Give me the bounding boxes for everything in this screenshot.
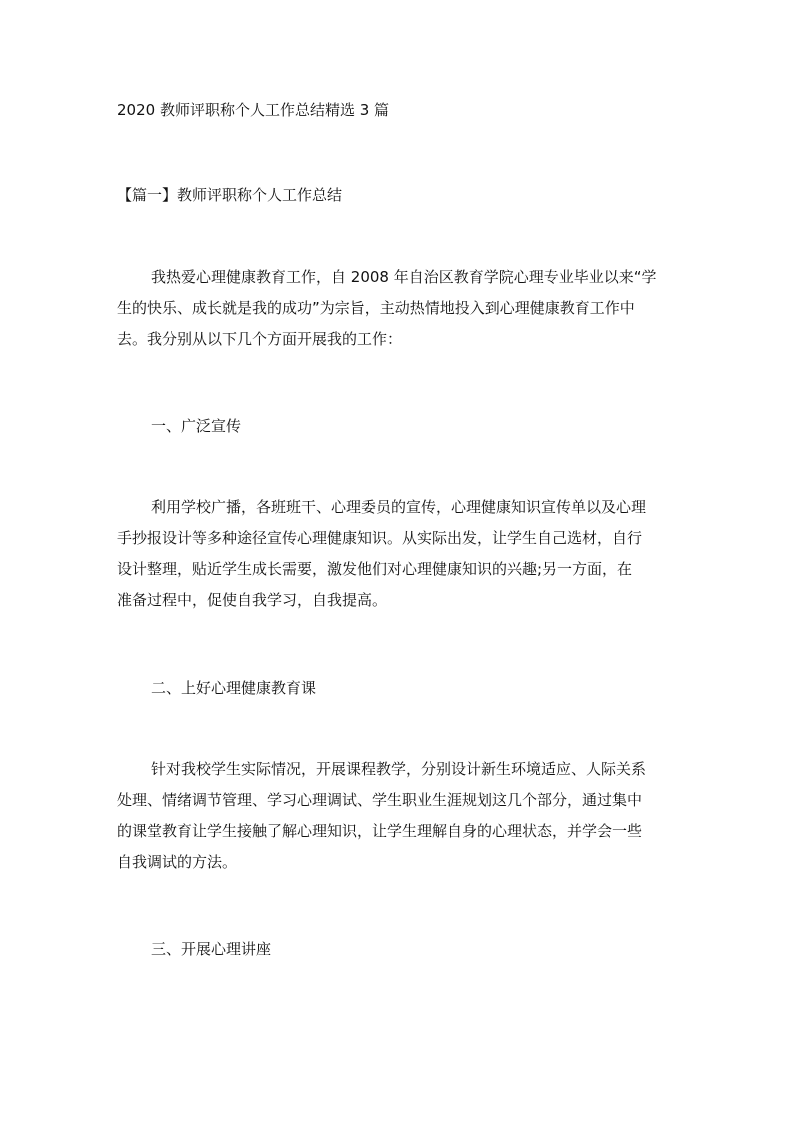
paragraph-line: 利用学校广播，各班班干、心理委员的宣传，心理健康知识宣传单以及心理 xyxy=(151,498,647,516)
section-heading-3: 三、开展心理讲座 xyxy=(151,940,272,958)
paragraph-line: 处理、情绪调节管理、学习心理调试、学生职业生涯规划这几个部分，通过集中 xyxy=(117,791,643,809)
paragraph-line: 准备过程中，促使自我学习，自我提高。 xyxy=(117,591,388,609)
section-heading-1: 一、广泛宣传 xyxy=(151,417,242,435)
intro-paragraph xyxy=(117,262,677,355)
paragraph-line: 去。我分别从以下几个方面开展我的工作： xyxy=(117,330,403,348)
section-heading-2: 二、上好心理健康教育课 xyxy=(151,679,317,697)
paragraph-line: 的课堂教育让学生接触了解心理知识，让学生理解自身的心理状态，并学会一些 xyxy=(117,822,643,840)
section-paragraph-2 xyxy=(117,754,677,878)
paragraph-line: 生的快乐、成长就是我的成功”为宗旨，主动热情地投入到心理健康教育工作中 xyxy=(117,299,635,317)
document-title: 2020 教师评职称个人工作总结精选 3 篇 xyxy=(117,101,390,119)
paragraph-line: 手抄报设计等多种途径宣传心理健康知识。从实际出发，让学生自己选材，自行 xyxy=(117,529,643,547)
paragraph-line: 针对我校学生实际情况，开展课程教学，分别设计新生环境适应、人际关系 xyxy=(151,760,647,778)
section-title: 【篇一】教师评职称个人工作总结 xyxy=(117,186,343,204)
paragraph-line: 我热爱心理健康教育工作，自 2008 年自治区教育学院心理专业毕业以来“学 xyxy=(151,268,657,286)
paragraph-line: 自我调试的方法。 xyxy=(117,853,238,871)
section-paragraph-1 xyxy=(117,492,677,616)
paragraph-line: 设计整理，贴近学生成长需要，激发他们对心理健康知识的兴趣;另一方面，在 xyxy=(117,560,633,578)
